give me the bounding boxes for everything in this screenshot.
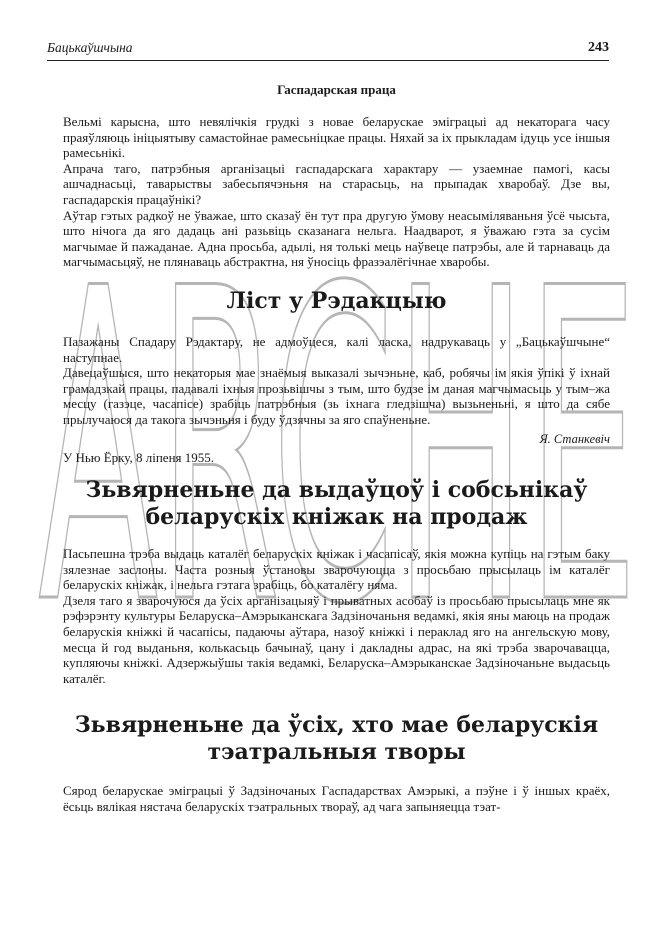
paragraph: Пасьпешна трэба выдаць каталёг беларускіх кніжак і часапісаў, якія можна купіць на гэтым баку зялезнае заслоны. Часта розныя ўстановы зварочуюцца з просьбаю прысылаць ім каталёг беларускіх кніжак, і нельга гэтага зрабіць, бо каталёгу няма. — [63, 546, 610, 593]
section-title-line: беларускіх кніжак на продаж — [145, 504, 528, 531]
place-date: У Нью Ёрку, 8 ліпеня 1955. — [63, 449, 215, 465]
header-title: Бацькаўшчына — [47, 40, 133, 55]
paragraph: Давецаўшыся, што некаторыя мае знаёмыя выказалі зычэньне, каб, робячы ім якія ўпікі ў іхнай грамадзкай працы, падавалі іхныя прозьвішчы з тым, што будзе ім даная магчымасьць у тым–жа месцу (газэце, часапісе) зрабіць патрэбныя (зь іхнага гледзішча) вызьненьні, я што да сябе прылучаюся да такога зычэньня і буду ўдзячны за яго спаўненьне. — [63, 365, 610, 427]
section-title-publishers — [63, 477, 610, 531]
paragraph: Апрача таго, патрэбныя арганізацыі гаспадарскага характару — узаемнае памогі, касы ашчаднасьці, таварыствы забесьпячэньня на старасьць, на прыпадак хваробаў. Дзе вы, гаспадарскія працаўнікі? — [63, 160, 610, 207]
section-title-economic-work: Гаспадарская праца — [277, 82, 396, 97]
paragraph: Сярод беларускае эміграцыі ў Задзіночаных Гаспадарствах Амэрыкі, а пэўне і ў іншых краёх, ёсьць вялікая нястача беларускіх тэатральных твораў, ад чага запыняецца тэат- — [63, 783, 610, 815]
paragraph: Дзеля таго я зварочуюся да ўсіх арганізацыяў і прыватных асобаў із просьбаю прысылаць мне як рэфэрэнту культуры Беларуска–Амэрыканскага Задзіночаньня ведамкі, якія яны маюць на продаж беларускія кніжкі й часапісы, падаючы аўтара, назоў кніжкі і пераклад яго на ангельскую мову, месца й год выданьня, колькасьць бачынаў, цану і дакладны адрас, на які трэба зварочавацца, купляючы кніжкі. Адзержыўшы такія ведамкі, Беларуска–Амэрыканскае Задзіночаньне выдасьць каталёг. — [63, 592, 610, 686]
section-title-line: Зьвярненьне да ўсіх, хто мае беларускія — [74, 712, 599, 739]
paragraph: Вельмі карысна, што невялічкія грудкі з новае беларускае эміграцыі ад некаторага часу праяўляюць ініцыятыву самастойнае рамесьніцкае працы. Няхай за іх прыкладам ідуць усе іншыя рамесьнікі. — [63, 114, 610, 161]
paragraph: Аўтар гэтых радкоў не ўважае, што сказаў ён тут пра другую ўмову неасыміляваньня ўсё чысьта, што нічога да яго дадаць ані разьвіць сказанага нельга. Наадварот, я ўважаю гэта за сусім магчымае й пажаданае. Адна просьба, адылі, ня толькі мець наўвеце патрэбы, але й тарнаваць да магчымасьцяў, не плянаваць абстрактна, ня ўносіць фразэалёгічнае хваробы. — [63, 207, 610, 270]
signature: Я. Станкевіч — [539, 431, 610, 446]
section-title-line: Зьвярненьне да выдаўцоў і собсьнікаў — [85, 477, 588, 504]
paragraph: Пазажаны Спадару Рэдактару, не адмоўцеся, калі ласка, надрукаваць у „Бацькаўшчыне“ наступнае. — [63, 333, 610, 365]
section-title-theatre — [63, 712, 610, 766]
section-title-line: тэатральныя творы — [207, 739, 466, 766]
article-body — [63, 82, 610, 815]
section-title-letter: Ліст у Рэдакцыю — [226, 287, 447, 314]
page-number: 243 — [588, 40, 609, 55]
watermark-text: ARCHE — [38, 212, 638, 612]
running-header — [47, 40, 609, 61]
